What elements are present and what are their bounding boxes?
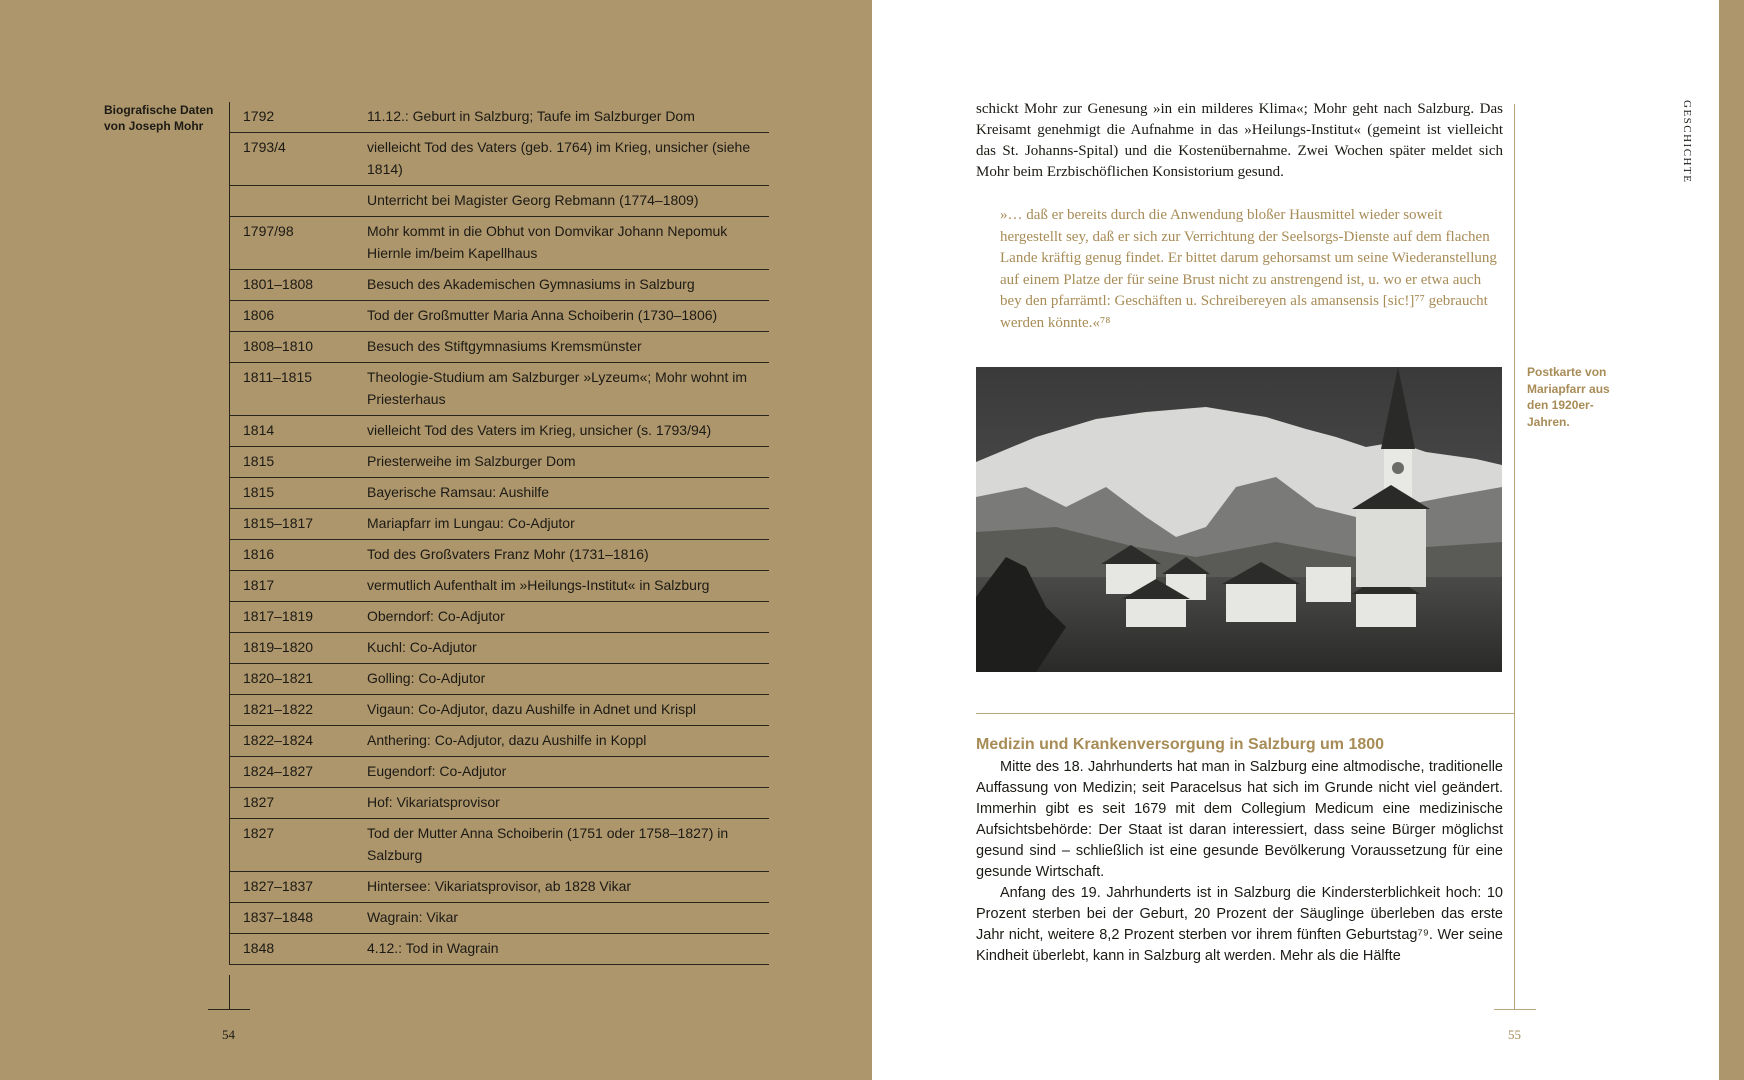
timeline-event: Wagrain: Vikar <box>367 909 459 925</box>
timeline-event: Bayerische Ramsau: Aushilfe <box>367 484 550 500</box>
timeline-event: 11.12.: Geburt in Salzburg; Taufe im Salzburger Dom <box>367 108 695 124</box>
section-label: GESCHICHTE <box>1681 100 1693 184</box>
timeline-row <box>230 509 769 540</box>
timeline-event: Mariapfarr im Lungau: Co-Adjutor <box>367 515 575 531</box>
timeline-event: vermutlich Aufenthalt im »Heilungs-Institut« in Salzburg <box>367 577 710 593</box>
timeline-year: 1797/98 <box>243 223 294 239</box>
photo-caption: Postkarte von Mariapfarr aus den 1920er-Jahren. <box>1527 365 1610 429</box>
timeline-event: Anthering: Co-Adjutor, dazu Aushilfe in Koppl <box>367 732 647 748</box>
timeline-event: Priesterweihe im Salzburger Dom <box>367 453 576 469</box>
timeline-year: 1815 <box>243 484 275 500</box>
timeline-row <box>230 540 769 571</box>
timeline-year: 1827–1837 <box>243 878 314 894</box>
timeline-tail-line <box>229 975 230 1009</box>
timeline-row <box>230 133 769 186</box>
timeline-row <box>230 695 769 726</box>
timeline-event: Tod der Mutter Anna Schoiberin (1751 oder 1758–1827) in Salzburg <box>367 825 729 863</box>
timeline-row <box>230 301 769 332</box>
next-page-edge <box>1719 0 1744 1080</box>
timeline-year: 1817 <box>243 577 275 593</box>
timeline-row <box>230 602 769 633</box>
sidebar-caption: Biografische Daten von Joseph Mohr <box>104 103 214 133</box>
timeline-row <box>230 872 769 903</box>
timeline-row <box>230 757 769 788</box>
timeline-year: 1824–1827 <box>243 763 314 779</box>
timeline-event: 4.12.: Tod in Wagrain <box>367 940 499 956</box>
timeline-row <box>230 416 769 447</box>
timeline-year: 1820–1821 <box>243 670 314 686</box>
timeline-row <box>230 217 769 270</box>
timeline-table <box>229 102 769 965</box>
timeline-row <box>230 186 769 217</box>
timeline-event: vielleicht Tod des Vaters im Krieg, unsicher (s. 1793/94) <box>367 422 712 438</box>
section-heading: Medizin und Krankenversorgung in Salzburg um 1800 <box>976 736 1385 753</box>
page-number-left: 54 <box>222 1027 235 1042</box>
timeline-row <box>230 903 769 934</box>
timeline-row <box>230 270 769 301</box>
intro-paragraph: schickt Mohr zur Genesung »in ein milderes Klima«; Mohr geht nach Salzburg. Das Kreisamt genehmigt die Aufnahme in das »Heilungs-Institut« (gemeint ist vielleicht das St. Johanns-Spital) und die Kostenübernahme. Zwei Wochen später meldet sich Mohr beim Erzbischöflichen Konsistorium gesund. <box>976 101 1503 180</box>
timeline-year: 1821–1822 <box>243 701 314 717</box>
timeline-year: 1815–1817 <box>243 515 314 531</box>
block-quote: »… daß er bereits durch die Anwendung bloßer Hausmittel wieder soweit hergestellt sey, daß er sich zur Verrichtung der Seelsorgs-Dienste auf dem flachen Lande kräftig genug findet. Er bittet darum gehorsamst um seine Wiederanstellung auf einem Platze der für seine Brust nicht zu anstrengend ist, u. wo er etwa auch bey den pfarrämtl: Geschäften u. Schreibereyen als amansensis [sic!]⁷⁷ gebraucht werden könnte.«⁷⁸ <box>1000 207 1497 331</box>
page-number-right: 55 <box>1508 1027 1521 1042</box>
timeline-row <box>230 447 769 478</box>
timeline-year: 1848 <box>243 940 275 956</box>
timeline-year: 1827 <box>243 794 275 810</box>
timeline-year: 1822–1824 <box>243 732 314 748</box>
body-paragraph-2: Anfang des 19. Jahrhunderts ist in Salzburg die Kindersterblichkeit hoch: 10 Prozent sterben bei der Geburt, 20 Prozent der Säuglinge überleben das erste Jahr nicht, weitere 8,2 Prozent sterben vor ihrem fünften Geburtstag⁷⁹. Wer seine Kindheit überlebt, kann in Salzburg alt werden. Mehr als die Hälfte <box>976 885 1503 964</box>
timeline-event: Tod des Großvaters Franz Mohr (1731–1816) <box>367 546 649 562</box>
timeline-event: Oberndorf: Co-Adjutor <box>367 608 505 624</box>
timeline-year: 1814 <box>243 422 275 438</box>
body-text <box>976 757 1503 967</box>
timeline-row <box>230 102 769 133</box>
timeline-row <box>230 819 769 872</box>
timeline-event: Theologie-Studium am Salzburger »Lyzeum«; Mohr wohnt im Priesterhaus <box>367 369 747 407</box>
mariapfarr-postcard-photo <box>976 367 1502 672</box>
timeline-year: 1816 <box>243 546 275 562</box>
timeline-year: 1792 <box>243 108 275 124</box>
timeline-row <box>230 664 769 695</box>
timeline-year: 1827 <box>243 825 275 841</box>
timeline-row <box>230 571 769 602</box>
timeline-year: 1808–1810 <box>243 338 314 354</box>
footer-rule-right <box>1494 1009 1536 1010</box>
timeline-event: Besuch des Akademischen Gymnasiums in Salzburg <box>367 276 695 292</box>
timeline-row <box>230 332 769 363</box>
timeline-year: 1837–1848 <box>243 909 314 925</box>
timeline-event: Hof: Vikariatsprovisor <box>367 794 500 810</box>
timeline-event: Eugendorf: Co-Adjutor <box>367 763 507 779</box>
timeline-row <box>230 633 769 664</box>
timeline-event: Vigaun: Co-Adjutor, dazu Aushilfe in Adnet und Krispl <box>367 701 696 717</box>
timeline-row <box>230 788 769 819</box>
timeline-row <box>230 934 769 965</box>
timeline-event: vielleicht Tod des Vaters (geb. 1764) im Krieg, unsicher (siehe 1814) <box>367 139 751 177</box>
timeline-year: 1811–1815 <box>243 369 313 385</box>
timeline-event: Mohr kommt in die Obhut von Domvikar Johann Nepomuk Hiernle im/beim Kapellhaus <box>367 223 728 261</box>
timeline-year: 1793/4 <box>243 139 286 155</box>
timeline-row <box>230 363 769 416</box>
footer-rule-left <box>208 1009 250 1010</box>
body-paragraph-1: Mitte des 18. Jahrhunderts hat man in Salzburg eine altmodische, traditionelle Auffassung von Medizin; seit Paracelsus hat sich im Grunde nicht viel geändert. Immerhin gibt es seit 1679 mit dem Collegium Medicum eine medizinische Aufsichtsbehörde: Der Staat ist daran interessiert, dass seine Bürger möglichst gesund sind – schließlich ist eine gesunde Bevölkerung Voraussetzung für eine gesunde Wirtschaft. <box>976 759 1503 880</box>
timeline-year: 1806 <box>243 307 275 323</box>
timeline-event: Hintersee: Vikariatsprovisor, ab 1828 Vikar <box>367 878 632 894</box>
timeline-row <box>230 726 769 757</box>
vertical-rule <box>1514 104 1515 1010</box>
timeline-event: Tod der Großmutter Maria Anna Schoiberin (1730–1806) <box>367 307 718 323</box>
timeline-year: 1815 <box>243 453 275 469</box>
timeline-event: Golling: Co-Adjutor <box>367 670 486 686</box>
timeline-event: Unterricht bei Magister Georg Rebmann (1774–1809) <box>367 192 699 208</box>
timeline-year: 1801–1808 <box>243 276 314 292</box>
section-divider <box>976 713 1515 714</box>
timeline-event: Kuchl: Co-Adjutor <box>367 639 477 655</box>
timeline-year: 1817–1819 <box>243 608 314 624</box>
timeline-year <box>230 189 367 211</box>
timeline-event: Besuch des Stiftgymnasiums Kremsmünster <box>367 338 642 354</box>
timeline-year: 1819–1820 <box>243 639 314 655</box>
timeline-row <box>230 478 769 509</box>
